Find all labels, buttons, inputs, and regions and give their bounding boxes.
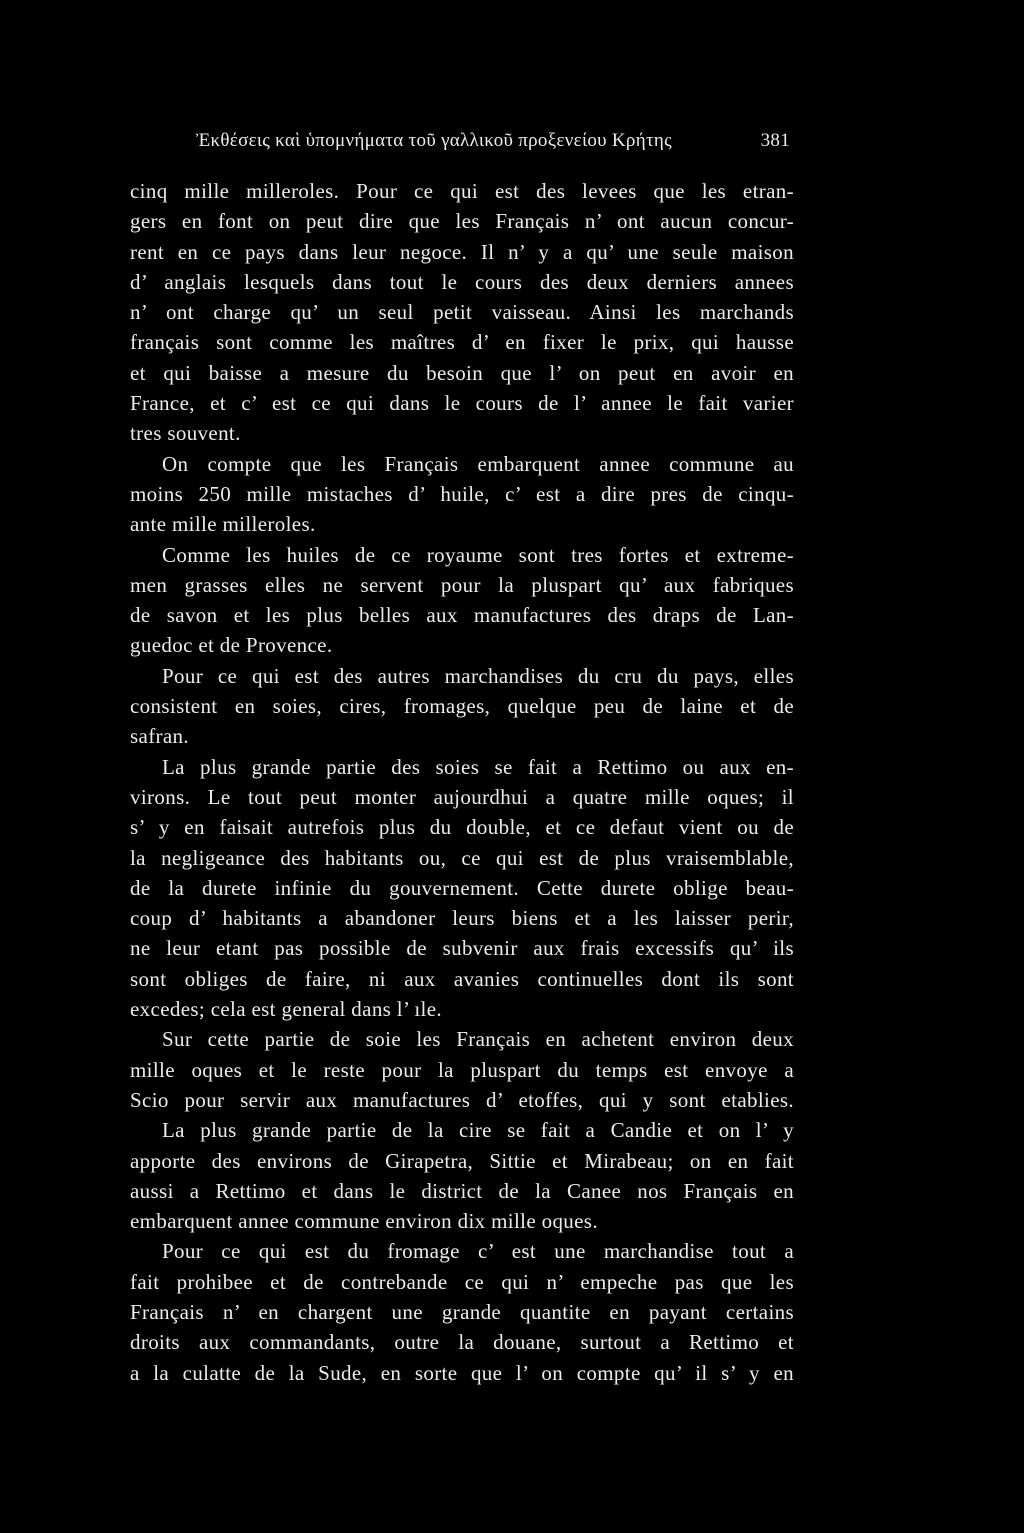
text-line: Sur cette partie de soie les Français en achetent environ deux	[162, 1027, 794, 1052]
text-line: Pour ce qui est des autres marchandises du cru du pays, elles	[162, 663, 794, 688]
text-line: excedes; cela est general dans l’ ıle.	[130, 997, 443, 1022]
text-line: moins 250 mille mistaches d’ huile, c’ est a dire pres de cinqu-	[130, 481, 794, 506]
text-line: safran.	[130, 724, 190, 749]
text-line: apporte des environs de Girapetra, Sittie et Mirabeau; on en fait	[130, 1148, 794, 1173]
text-line: fait prohibee et de contrebande ce qui n’ empeche pas que les	[130, 1269, 794, 1294]
text-line: cinq mille milleroles. Pour ce qui est des levees que les etran-	[130, 179, 794, 203]
text-line: La plus grande partie des soies se fait a Rettimo ou aux en-	[162, 754, 794, 779]
text-line: sont obliges de faire, ni aux avanies continuelles dont ils sont	[130, 966, 794, 991]
text-line: droits aux commandants, outre la douane, surtout a Rettimo et	[130, 1330, 794, 1355]
text-line: français sont comme les maîtres d’ en fixer le prix, qui hausse	[130, 330, 794, 355]
running-header	[196, 126, 790, 158]
text-line: France, et c’ est ce qui dans le cours de l’ annee le fait varier	[130, 391, 794, 416]
text-line: embarquent annee commune environ dix mille oques.	[130, 1209, 598, 1234]
text-line: virons. Le tout peut monter aujourdhui a quatre mille oques; il	[130, 784, 794, 809]
text-line: d’ anglais lesquels dans tout le cours des deux derniers annees	[130, 269, 794, 294]
text-line: Pour ce qui est du fromage c’ est une marchandise tout a	[162, 1239, 794, 1264]
text-line: Scio pour servir aux manufactures d’ etoffes, qui y sont etablies.	[130, 1087, 794, 1112]
text-line: de savon et les plus belles aux manufactures des draps de Lan-	[130, 603, 794, 628]
text-line: aussi a Rettimo et dans le district de la Canee nos Français en	[130, 1178, 794, 1203]
text-line: ne leur etant pas possible de subvenir aux frais excessifs qu’ ils	[130, 936, 794, 961]
text-line: n’ ont charge qu’ un seul petit vaisseau. Ainsi les marchands	[130, 300, 794, 325]
text-line: men grasses elles ne servent pour la pluspart qu’ aux fabriques	[130, 572, 794, 597]
body-text	[130, 176, 794, 1388]
text-line: a la culatte de la Sude, en sorte que l’ on compte qu’ il s’ y en	[130, 1360, 794, 1385]
text-line: et qui baisse a mesure du besoin que l’ on peut en avoir en	[130, 360, 794, 385]
running-title: Ἐκθέσεις καὶ ὑπομνήματα τοῦ γαλλικοῦ προξενείου Κρήτης	[196, 130, 672, 151]
text-line: Comme les huiles de ce royaume sont tres fortes et extreme-	[162, 542, 794, 567]
text-line: On compte que les Français embarquent annee commune au	[162, 451, 794, 476]
text-line: consistent en soies, cires, fromages, quelque peu de laine et de	[130, 694, 794, 719]
text-line: ante mille milleroles.	[130, 512, 316, 537]
text-line: la negligeance des habitants ou, ce qui est de plus vraisemblable,	[130, 845, 794, 870]
text-line: La plus grande partie de la cire se fait a Candie et on l’ y	[162, 1118, 794, 1143]
text-line: rent en ce pays dans leur negoce. Il n’ y a qu’ une seule maison	[130, 239, 794, 264]
text-line: guedoc et de Provence.	[130, 633, 333, 658]
text-line: mille oques et le reste pour la pluspart du temps est envoye a	[130, 1057, 794, 1082]
text-line: tres souvent.	[130, 421, 241, 446]
text-line: Français n’ en chargent une grande quantite en payant certains	[130, 1299, 794, 1324]
page-number: 381	[760, 130, 790, 151]
text-line: coup d’ habitants a abandoner leurs biens et a les laisser perir,	[130, 906, 794, 931]
text-line: gers en font on peut dire que les Français n’ ont aucun concur-	[130, 209, 794, 234]
text-line: de la durete infinie du gouvernement. Cette durete oblige beau-	[130, 875, 794, 900]
text-line: s’ y en faisait autrefois plus du double, et ce defaut vient ou de	[130, 815, 794, 840]
